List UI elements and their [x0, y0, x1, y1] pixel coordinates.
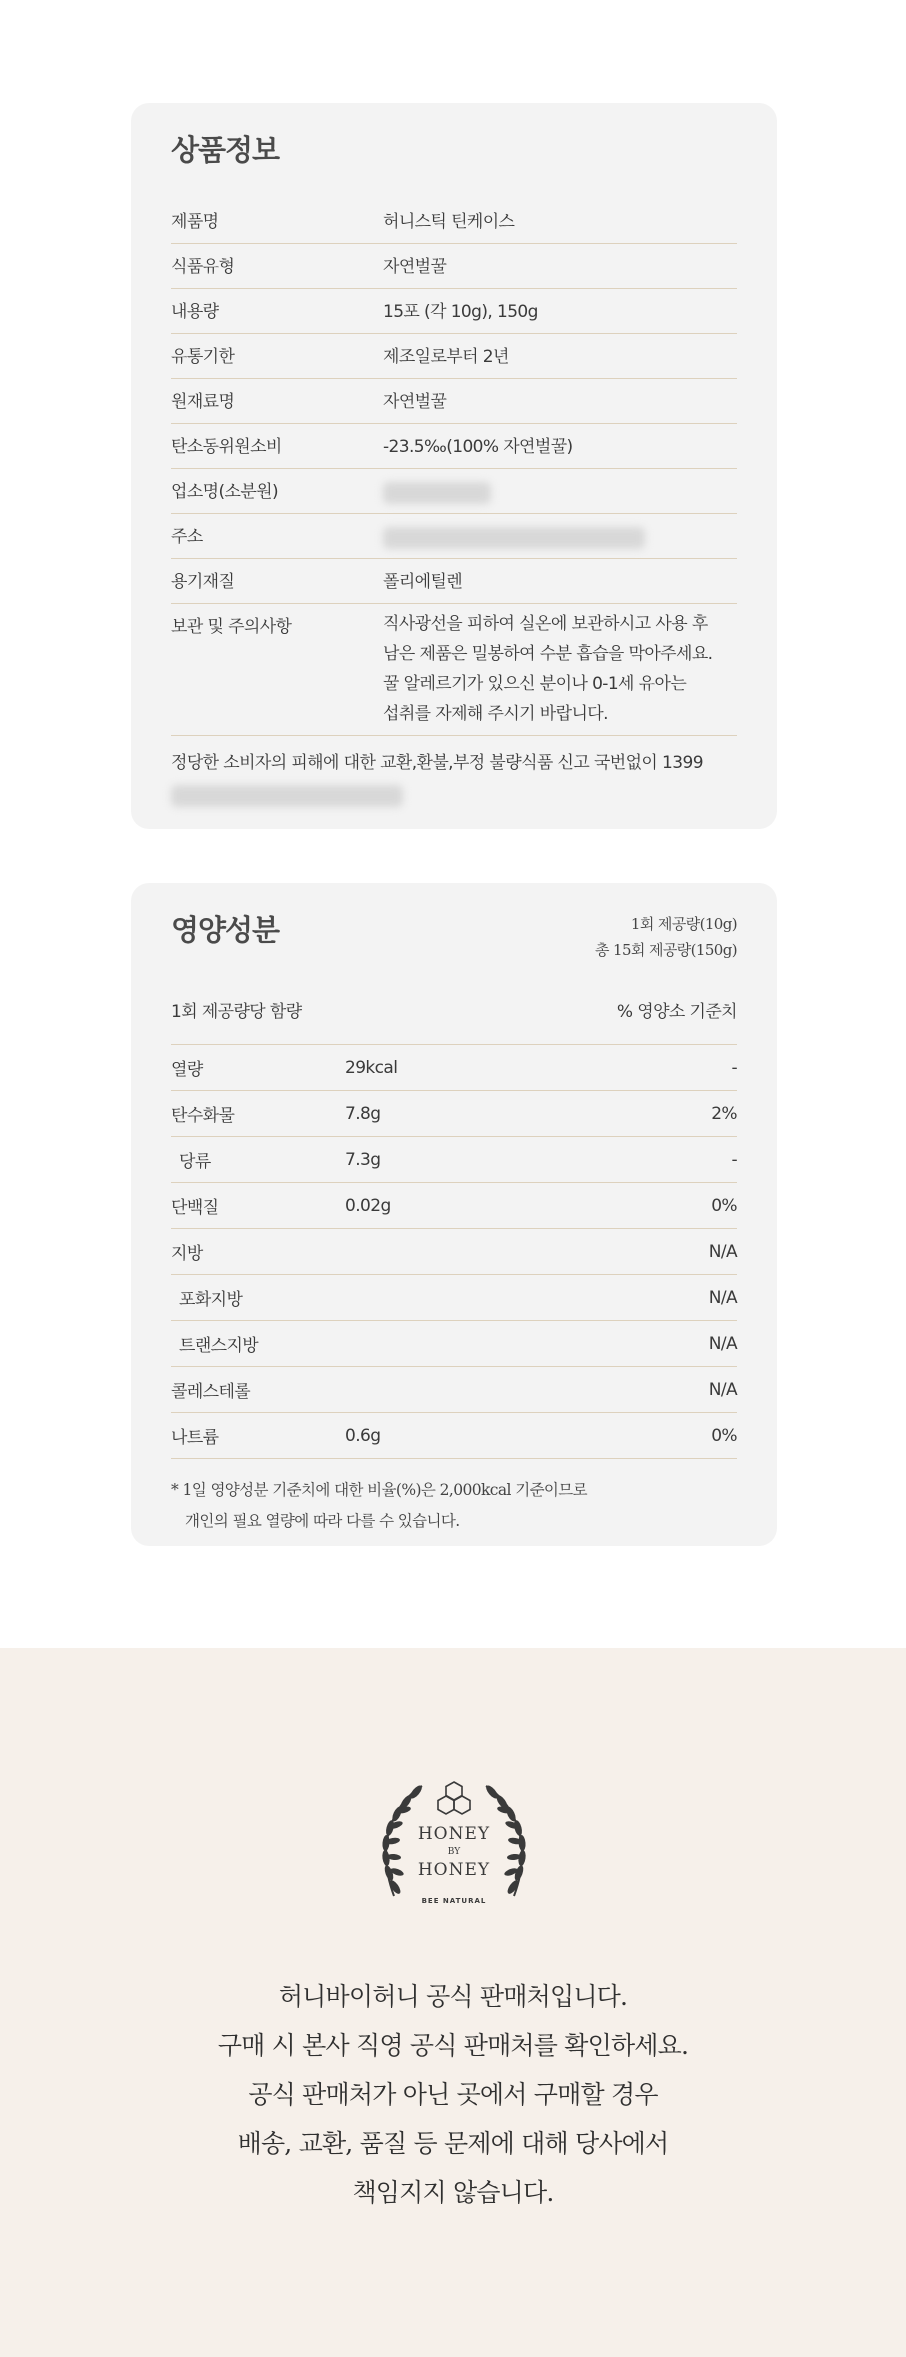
nutrient-amount: 29kcal — [345, 1057, 398, 1078]
honeycomb-icon — [438, 1782, 470, 1814]
serving-info — [595, 911, 737, 999]
product-info-card — [131, 103, 777, 829]
info-value — [383, 469, 737, 513]
nutrient-percent: N/A — [708, 1287, 737, 1308]
info-label: 업소명(소분원) — [171, 482, 278, 502]
nutrient-name: 열량 — [171, 1060, 203, 1080]
honey-by-honey-logo — [364, 1778, 544, 1928]
nutrient-amount: 7.8g — [345, 1103, 381, 1124]
info-value — [383, 604, 737, 735]
logo-word-by: BY — [447, 1847, 461, 1857]
notice-line: 공식 판매처가 아닌 곳에서 구매할 경우 — [248, 2080, 658, 2109]
consumer-notice — [171, 748, 737, 808]
nutrient-name: 당류 — [179, 1152, 211, 1172]
nutrient-percent: - — [731, 1149, 737, 1170]
official-seller-notice — [0, 1972, 906, 2217]
nutrient-name: 포화지방 — [179, 1290, 243, 1310]
nutrient-percent: 2% — [711, 1103, 737, 1124]
nutrient-name: 나트륨 — [171, 1428, 219, 1448]
info-row-business-name — [171, 469, 737, 514]
nutrition-row-cholesterol — [171, 1367, 737, 1413]
notice-line: 구매 시 본사 직영 공식 판매처를 확인하세요. — [217, 2031, 689, 2060]
nutrition-row-fat — [171, 1229, 737, 1275]
info-value: 자연벌꿀 — [383, 392, 447, 412]
consumer-notice-text: 정당한 소비자의 피해에 대한 교환,환불,부정 불량식품 신고 국번없이 1399 — [171, 753, 703, 773]
column-daily-value: % 영양소 기준치 — [616, 1002, 737, 1022]
info-row-container — [171, 559, 737, 604]
info-value: 제조일로부터 2년 — [383, 347, 509, 367]
info-label: 제품명 — [171, 212, 219, 232]
info-value — [383, 514, 737, 558]
nutrient-amount: 7.3g — [345, 1149, 381, 1170]
caution-line: 직사광선을 피하여 실온에 보관하시고 사용 후 — [383, 614, 708, 634]
nutrition-row-protein — [171, 1183, 737, 1229]
redacted-address — [383, 527, 645, 549]
nutrition-row-carbohydrate — [171, 1091, 737, 1137]
nutrient-percent: N/A — [708, 1333, 737, 1354]
redacted-notice-line — [171, 785, 403, 807]
info-row-ingredients — [171, 379, 737, 424]
nutrition-row-sugars — [171, 1137, 737, 1183]
nutrition-table — [171, 1045, 737, 1459]
caution-line: 남은 제품은 밀봉하여 수분 흡습을 막아주세요. — [383, 644, 713, 664]
info-value: -23.5‰(100% 자연벌꿀) — [383, 437, 573, 457]
nutrition-row-calories — [171, 1045, 737, 1091]
nutrient-name: 탄수화물 — [171, 1106, 235, 1126]
product-info-title: 상품정보 — [171, 133, 280, 167]
info-row-food-type — [171, 244, 737, 289]
nutrient-percent: 0% — [711, 1425, 737, 1446]
nutrient-percent: 0% — [711, 1195, 737, 1216]
nutrient-name: 단백질 — [171, 1198, 219, 1218]
nutrient-name: 콜레스테롤 — [171, 1382, 251, 1402]
info-label: 원재료명 — [171, 392, 235, 412]
caution-line: 섭취를 자제해 주시기 바랍니다. — [383, 704, 608, 724]
nutrition-title: 영양성분 — [171, 913, 280, 947]
footnote-line: 개인의 필요 열량에 따라 다를 수 있습니다. — [185, 1512, 460, 1530]
brand-footer — [0, 1648, 906, 2357]
info-row-carbon-isotope — [171, 424, 737, 469]
logo-tagline: BEE NATURAL — [421, 1897, 487, 1905]
nutrient-percent: N/A — [708, 1379, 737, 1400]
info-label: 보관 및 주의사항 — [171, 617, 292, 637]
info-label: 용기재질 — [171, 572, 235, 592]
info-value: 자연벌꿀 — [383, 257, 447, 277]
info-value: 허니스틱 틴케이스 — [383, 212, 515, 232]
nutrition-row-saturated-fat — [171, 1275, 737, 1321]
nutrient-name: 트랜스지방 — [179, 1336, 259, 1356]
logo-word-honey-top: HONEY — [417, 1824, 491, 1844]
info-row-content-amount — [171, 289, 737, 334]
nutrition-card — [131, 883, 777, 1546]
info-row-address — [171, 514, 737, 559]
product-info-table — [171, 199, 737, 736]
notice-line: 책임지지 않습니다. — [352, 2178, 554, 2207]
info-value: 15포 (각 10g), 150g — [383, 302, 538, 322]
nutrition-row-sodium — [171, 1413, 737, 1459]
info-label: 유통기한 — [171, 347, 235, 367]
info-label: 주소 — [171, 527, 203, 547]
total-servings: 총 15회 제공량(150g) — [594, 941, 737, 959]
nutrition-row-trans-fat — [171, 1321, 737, 1367]
nutrient-percent: N/A — [708, 1241, 737, 1262]
serving-size: 1회 제공량(10g) — [630, 915, 737, 933]
info-label: 내용량 — [171, 302, 219, 322]
nutrition-footnote — [171, 1475, 737, 1537]
nutrient-amount: 0.6g — [345, 1425, 381, 1446]
nutrition-header — [171, 907, 737, 999]
info-label: 탄소동위원소비 — [171, 437, 282, 457]
caution-line: 꿀 알레르기가 있으신 분이나 0-1세 유아는 — [383, 674, 687, 694]
notice-line: 허니바이허니 공식 판매처입니다. — [278, 1982, 628, 2011]
nutrient-percent: - — [731, 1057, 737, 1078]
footnote-line: * 1일 영양성분 기준치에 대한 비율(%)은 2,000kcal 기준이므로 — [171, 1481, 588, 1499]
info-row-expiry — [171, 334, 737, 379]
nutrition-column-header — [171, 999, 737, 1045]
notice-line: 배송, 교환, 품질 등 문제에 대해 당사에서 — [237, 2129, 669, 2158]
column-amount-per-serving: 1회 제공량당 함량 — [171, 1002, 302, 1022]
redacted-business-name — [383, 482, 491, 504]
nutrient-amount: 0.02g — [345, 1195, 391, 1216]
info-row-product-name — [171, 199, 737, 244]
logo-word-honey-bottom: HONEY — [417, 1860, 491, 1880]
info-label: 식품유형 — [171, 257, 235, 277]
info-value: 폴리에틸렌 — [383, 572, 463, 592]
info-row-storage-caution — [171, 604, 737, 736]
nutrient-name: 지방 — [171, 1244, 203, 1264]
